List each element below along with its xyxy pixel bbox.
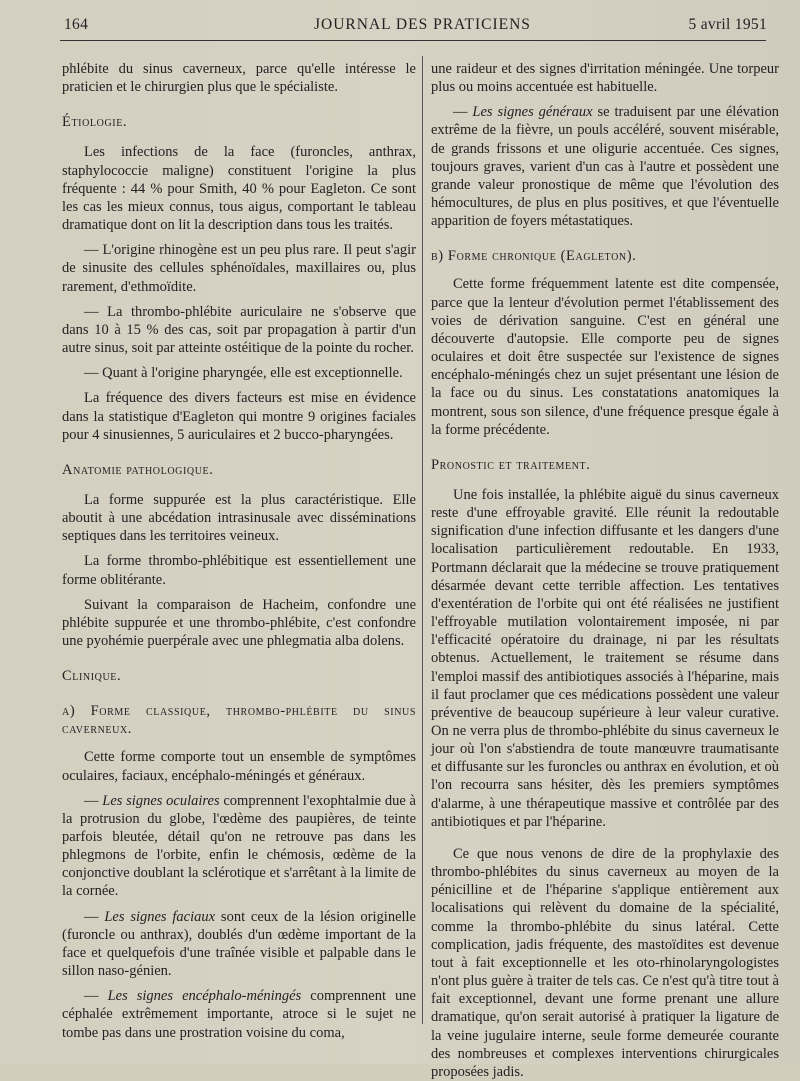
- paragraph: Ce que nous venons de dire de la prophylaxie des thrombo-phlébites du sinus caverneux au moyen de la pénicilline et de l'héparine s'applique entièrement aux localisations qui relèvent du domaine de la spécialité, comme la thrombo-phlébite du sinus latéral. Cette complication, jadis fréquente, des mastoïdites est devenue tout à fait exceptionnelle et les oto-rhinolaryngologistes n'ont plus guère à traiter de tels cas. Ce n'est qu'à titre tout à fait exceptionnel, devant une forme prenant une allure dramatique, qu'on serait autorisé à pratiquer la ligature de la veine jugulaire interne, seule forme demeurée courante des nombreuses et complexes interventions chirurgicales proposées jadis.: [431, 845, 779, 1080]
- paragraph: — Les signes encéphalo-méningés comprennent une céphalée extrêmement importante, atroce si le sujet ne tombe pas dans une prostration voisine du coma,: [62, 988, 416, 1041]
- paragraph: — L'origine rhinogène est un peu plus rare. Il peut s'agir de sinusite des cellules sphénoïdales, maxillaires ou, plus rarement, d'ethmoïdite.: [62, 242, 416, 295]
- paragraph: — La thrombo-phlébite auriculaire ne s'observe que dans 10 à 15 % des cas, soit par propagation à partir d'un autre sinus, soit par atteinte ostéitique de la pointe du rocher.: [62, 303, 416, 357]
- subsection-heading-forme-classique: a) Forme classique, thrombo-phlébite du sinus caverneux.: [62, 703, 416, 738]
- paragraph: Cette forme fréquemment latente est dite compensée, parce que la lenteur d'évolution permet l'établissement des voies de dérivation sanguine. C'est en général une découverte d'autopsie. Elle comporte peu de signes oculaires et doit être suspectée sur l'existence de signes encéphalo-méningés chez un sujet présentant une lésion de la face ou du sinus. Les constatations anatomiques la montrent, sous son silence, d'une fréquence presque égale à la forme précédente.: [431, 276, 779, 438]
- emphasis: Les signes oculaires: [102, 792, 220, 809]
- issue-date: 5 avril 1951: [688, 16, 767, 33]
- section-heading-anatomie: Anatomie pathologique.: [62, 461, 214, 478]
- journal-title: JOURNAL DES PRATICIENS: [314, 16, 531, 33]
- paragraph: La fréquence des divers facteurs est mise en évidence dans la statistique d'Eagleton qui montre 9 origines faciales pour 4 sinusiennes, 5 auriculaires et 2 bucco-pharyngées.: [62, 390, 416, 443]
- paragraph: — Les signes oculaires comprennent l'exophtalmie due à la protrusion du globe, l'œdème des paupières, de teinte parfois bleutée, détail qu'on ne retrouve pas dans les phlegmons de l'orbite, enfin le chémosis, œdème de la conjonctive doublant la sclérotique et s'arrêtant à la limite de la cornée.: [62, 792, 416, 900]
- column-divider: [422, 56, 423, 1024]
- paragraph: phlébite du sinus caverneux, parce qu'elle intéresse le praticien et le chirurgien plus que le spécialiste.: [62, 61, 416, 96]
- page-number: 164: [64, 16, 89, 33]
- emphasis: Les signes faciaux: [104, 908, 216, 925]
- paragraph: Cette forme comporte tout un ensemble de symptômes oculaires, faciaux, encéphalo-méningés et généraux.: [62, 749, 416, 784]
- left-column: [62, 60, 416, 1042]
- paragraph: — Les signes faciaux sont ceux de la lésion originelle (furoncle ou anthrax), doublés d'un œdème important de la face et quelquefois d'une traînée visible et palpable dans le sillon naso-génien.: [62, 908, 416, 980]
- section-heading-clinique: Clinique.: [62, 668, 122, 685]
- emphasis: Les signes généraux: [472, 104, 593, 121]
- paragraph: une raideur et des signes d'irritation méningée. Une torpeur plus ou moins accentuée est habituelle.: [431, 61, 779, 96]
- header-rule: [60, 40, 766, 41]
- paragraph: Les infections de la face (furoncles, anthrax, staphylococcie maligne) constituent l'origine la plus fréquente : 44 % pour Smith, 40 % pour Eagleton. Ce sont les cas les mieux connus, tous aigus, comportant le tableau dramatique dont on lit la description dans tous les traités.: [62, 144, 416, 234]
- subsection-heading-forme-chronique: b) Forme chronique (Eagleton).: [431, 248, 637, 265]
- paragraph: Suivant la comparaison de Hacheim, confondre une phlébite suppurée et une thrombo-phlébite, c'est confondre une pyohémie puerpérale avec une phlegmatia alba dolens.: [62, 596, 416, 650]
- paragraph: Une fois installée, la phlébite aiguë du sinus caverneux reste d'une effroyable gravité. Elle réunit la redoutable signification d'une infection diffusante et les dangers d'une localisation particulièrement redoutable. En 1933, Portmann déclarait que la médecine se trouve pratiquement désarmée devant cette terrible affection. Les tentatives d'exentération de l'orbite qui ont été réalisées ne justifient l'effroyable mutilation volontairement imposée, ni par l'efficacité opératoire du drainage, ni par les résultats obtenus. Actuellement, le traitement se résume dans l'emploi massif des antibiotiques associés à l'héparine, mais il faut proclamer que ces médications possèdent une valeur préventive de beaucoup supérieure à leur valeur curative. On ne verra plus de thrombo-phlébite du sinus caverneux le jour où l'on s'abstiendra de toute manœuvre traumatisante et diffusante sur les furoncles ou anthrax en évolution, et où l'on recourra sans hésiter, dès les premiers symptômes d'alarme, à une thérapeutique massive et contrôlée par des antibiotiques et par l'héparine.: [431, 486, 779, 830]
- right-column: [431, 60, 779, 1081]
- section-heading-pronostic: Pronostic et traitement.: [431, 456, 591, 473]
- emphasis: Les signes encéphalo-méningés: [107, 988, 302, 1005]
- section-heading-etiologie: Étiologie.: [62, 114, 128, 131]
- paragraph: — Quant à l'origine pharyngée, elle est exceptionnelle.: [84, 365, 403, 382]
- paragraph: La forme thrombo-phlébitique est essentiellement une forme oblitérante.: [62, 553, 416, 588]
- running-header: [64, 16, 767, 38]
- paragraph: — Les signes généraux se traduisent par une élévation extrême de la fièvre, un pouls accéléré, souvent misérable, de grands frissons et une oligurie accentuée. Ces signes, toujours graves, varient d'un cas à l'autre et possèdent une grande valeur pronostique de même que l'évolution des hémocultures, de plus en plus positives, et que l'éventuelle apparition de foyers métastatiques.: [431, 104, 780, 230]
- paragraph: La forme suppurée est la plus caractéristique. Elle aboutit à une abcédation intrasinusale avec disséminations septiques dans les territoires veineux.: [62, 491, 416, 545]
